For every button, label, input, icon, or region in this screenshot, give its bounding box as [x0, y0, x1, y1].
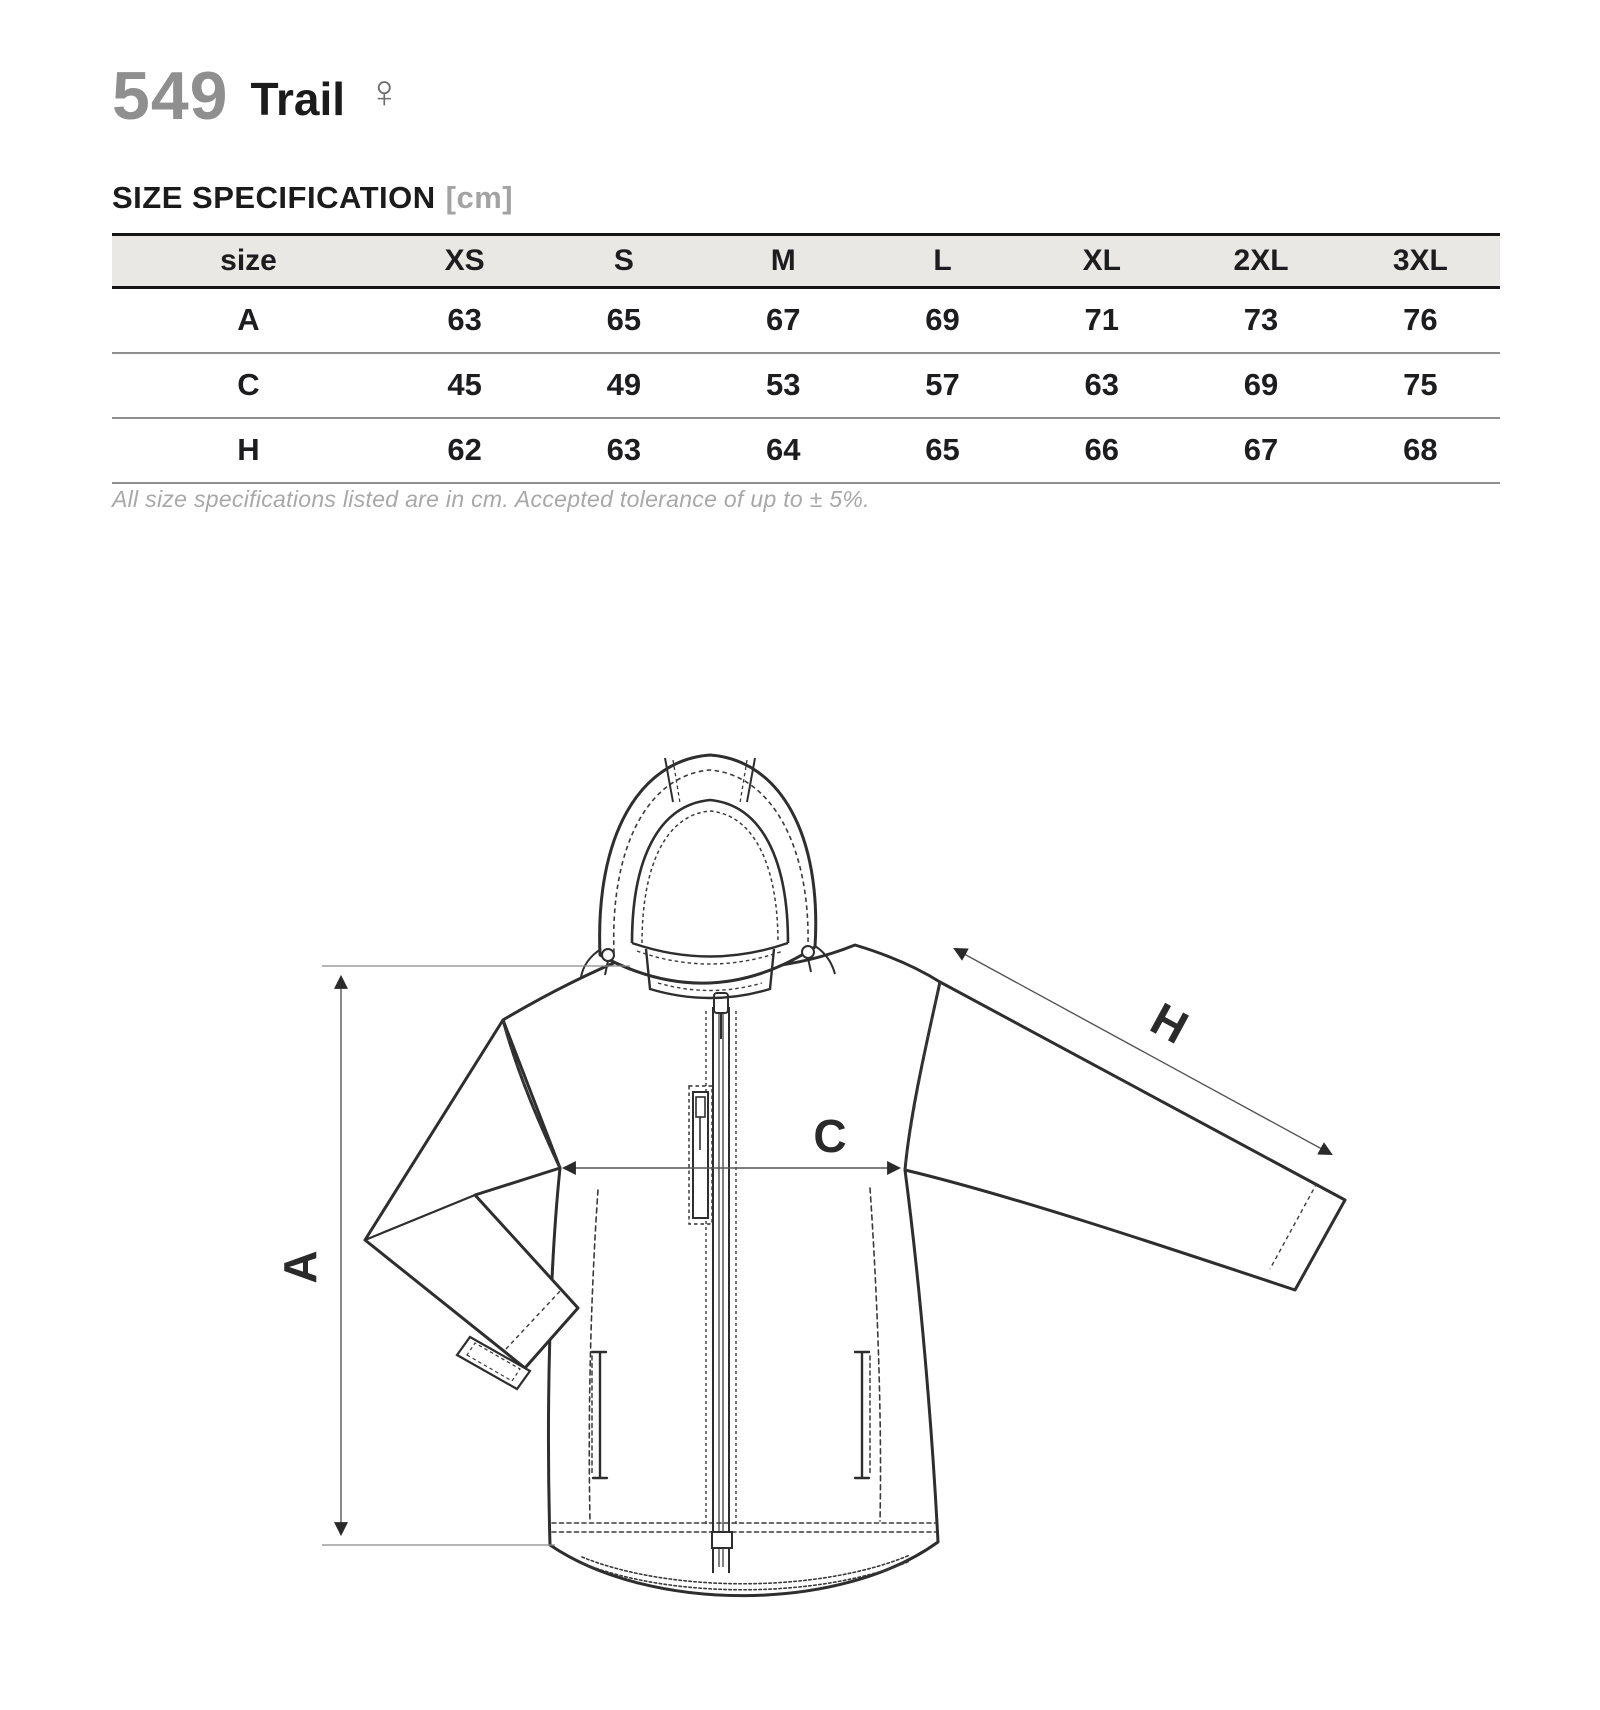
size-value: 67: [1243, 432, 1279, 467]
section-unit: [cm]: [445, 180, 514, 215]
size-value: 69: [1243, 367, 1279, 402]
product-code: 549: [112, 58, 229, 134]
section-heading: [112, 180, 513, 216]
size-value: 76: [1403, 302, 1438, 338]
column-header-m: M: [770, 244, 796, 277]
measurement-label-a: A: [274, 1250, 326, 1284]
column-header-s: S: [613, 244, 634, 277]
row-label-h: H: [237, 432, 260, 467]
size-row-c: [112, 353, 1500, 418]
hood-outline: [600, 755, 816, 983]
size-value: 63: [1084, 367, 1119, 402]
size-value: 75: [1403, 367, 1438, 402]
row-label-c: C: [237, 367, 260, 402]
right-sleeve: [905, 982, 1345, 1290]
chest-pocket: [689, 1086, 712, 1224]
size-value: 66: [1084, 432, 1119, 467]
size-value: 65: [606, 302, 642, 338]
size-value: 64: [765, 432, 801, 467]
product-name: Trail: [250, 73, 346, 125]
size-specification-table: [112, 233, 1500, 484]
size-value: 69: [925, 302, 960, 338]
size-value: 45: [447, 367, 482, 402]
size-value: 65: [925, 432, 960, 467]
section-title: SIZE SPECIFICATION: [112, 180, 436, 215]
column-header-2xl: 2XL: [1233, 244, 1289, 277]
size-table-body: [112, 288, 1500, 483]
column-header-xs: XS: [444, 244, 485, 277]
zipper-bottom-box: [712, 1532, 732, 1548]
column-header-l: L: [933, 244, 952, 277]
jacket-diagram: [210, 655, 1450, 1685]
page-title: [112, 58, 402, 134]
size-row-h: [112, 418, 1500, 483]
measurement-label-h: H: [1142, 992, 1197, 1054]
size-value: 63: [447, 302, 482, 338]
size-value: 67: [765, 302, 801, 338]
size-value: 68: [1403, 432, 1438, 467]
zipper-slider: [714, 993, 728, 1013]
size-value: 62: [447, 432, 482, 467]
female-icon: ♀: [367, 65, 402, 117]
row-label-a: A: [237, 302, 260, 338]
column-header-3xl: 3XL: [1392, 244, 1448, 277]
size-value: 63: [606, 432, 642, 467]
size-value: 57: [925, 367, 960, 402]
measurement-label-c: C: [813, 1110, 847, 1162]
column-header-xl: XL: [1082, 244, 1121, 277]
tolerance-note: All size specifications listed are in cm. Accepted tolerance of up to ± 5%.: [112, 486, 870, 512]
size-value: 73: [1243, 302, 1279, 338]
size-value: 53: [765, 367, 801, 402]
table-header-row: [112, 235, 1500, 288]
column-header-size: size: [220, 244, 277, 277]
size-row-a: [112, 288, 1500, 353]
size-value: 71: [1084, 302, 1119, 338]
size-value: 49: [606, 367, 642, 402]
